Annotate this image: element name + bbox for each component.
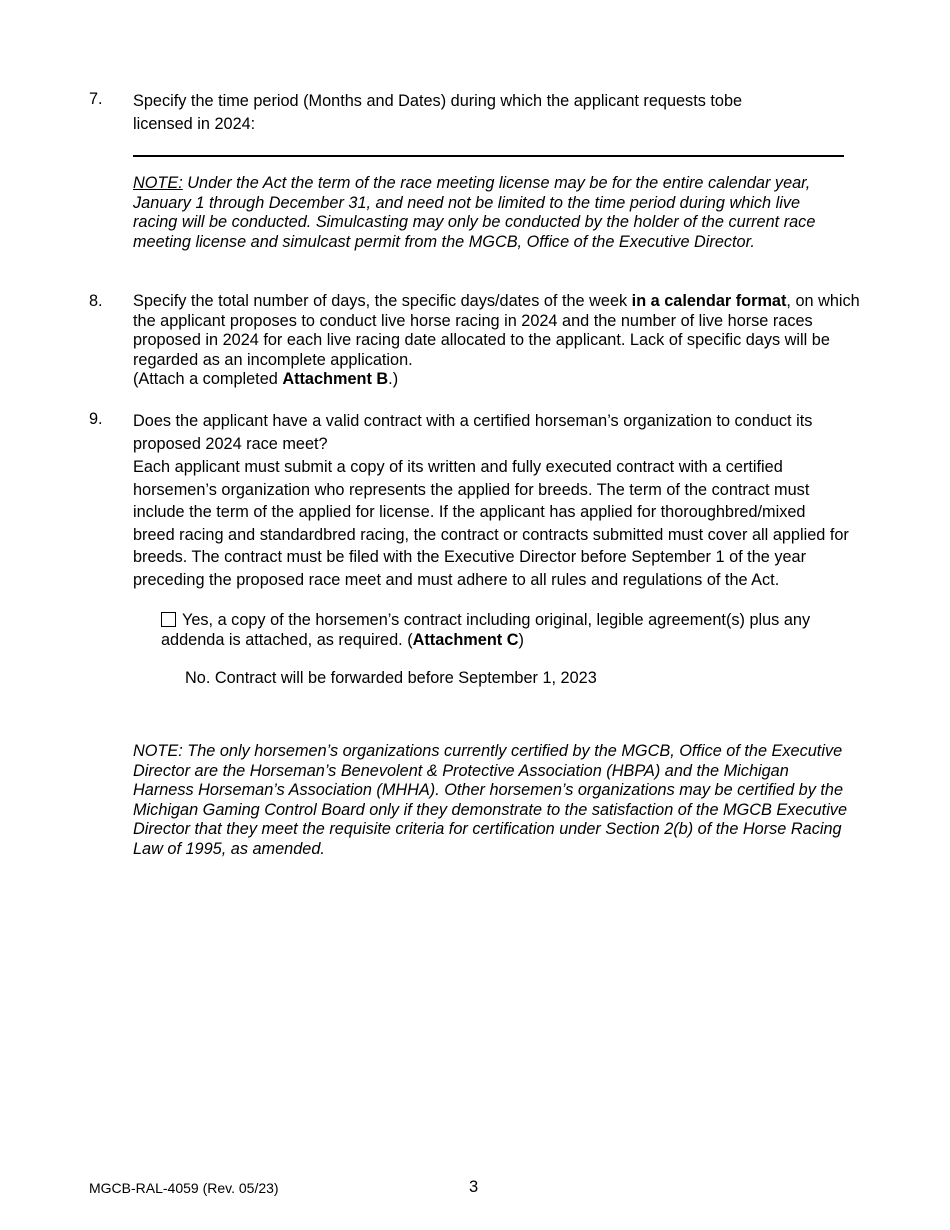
item-7-number: 7. <box>89 90 103 108</box>
item-7-note-label: NOTE: <box>133 174 183 192</box>
item-7-line2: licensed in 2024: <box>133 115 256 133</box>
item-9-number: 9. <box>89 410 103 428</box>
item-8-attach-prefix: (Attach a completed <box>133 370 283 389</box>
yes-contract-text: Yes, a copy of the horsemen’s contract including original, legible agreement(s) plus any addenda is attached, as required. ( <box>161 611 811 649</box>
item-8-number: 8. <box>89 292 103 310</box>
item-8-attach-bold: Attachment B <box>282 370 389 389</box>
no-contract-option: No. Contract will be forwarded before September 1, 2023 <box>185 669 597 687</box>
yes-contract-checkbox[interactable] <box>161 612 176 627</box>
item-7-line1: Specify the time period (Months and Dates) during which the applicant requests to <box>133 92 724 110</box>
time-period-answer-line[interactable] <box>133 155 844 157</box>
yes-contract-option <box>161 610 831 650</box>
item-9-instructions: Each applicant must submit a copy of its written and fully executed contract with a certified horsemen’s organization who represents the applied for breeds. The term of the contract must include the term of the applied for license. If the applicant has applied for thoroughbred/mixed breed racing and standardbred racing, the contract or contracts submitted must cover all applied for breeds. The contract must be filed with the Executive Director before September 1 of the year preceding the proposed race meet and must adhere to all rules and regulations of the Act. <box>133 458 849 589</box>
yes-contract-suffix: ) <box>518 631 524 649</box>
item-9-note: NOTE: The only horsemen’s organizations currently certified by the MGCB, Office of the Executive Director are the Horseman’s Benevolent & Protective Association (HBPA) and the Michigan Harness Horseman’s Association (MHHA). Other horsemen’s organizations may be certified by the Michigan Gaming Control Board only if they demonstrate to the satisfaction of the MGCB Executive Director that they meet the requisite criteria for certification under Section 2(b) of the Horse Racing Law of 1995, as amended. <box>133 742 848 858</box>
item-7-question <box>133 90 853 136</box>
item-7-line1b: be <box>723 92 743 110</box>
item-8-text-a: Specify the total number of days, the specific days/dates of the week <box>133 292 632 310</box>
item-7-note-text: Under the Act the term of the race meeting license may be for the entire calendar year, January 1 through December 31, and need not be limited to the time period during which live racing will be conducted. Simulcasting may only be conducted by the holder of the current race meeting license and simulcast permit from the MGCB, Office of the Executive Director. <box>133 174 816 251</box>
item-8-question <box>133 292 860 390</box>
form-identifier: MGCB-RAL-4059 (Rev. 05/23) <box>89 1180 279 1196</box>
yes-contract-attachment: Attachment C <box>412 631 519 649</box>
item-8-attach-suffix: .) <box>388 370 399 389</box>
item-8-text-bold: in a calendar format <box>631 292 787 310</box>
item-7-note <box>133 174 843 252</box>
page-number: 3 <box>469 1178 479 1196</box>
item-8-text-b: , on which the applicant proposes to conduct live horse racing in 2024 and the number of live horse races proposed in 2024 for each live racing date allocated to the applicant. Lack of specific days will be regarded as an incomplete application. <box>133 292 860 369</box>
item-9-question: Does the applicant have a valid contract with a certified horseman’s organization to conduct its proposed 2024 race meet? <box>133 412 813 453</box>
